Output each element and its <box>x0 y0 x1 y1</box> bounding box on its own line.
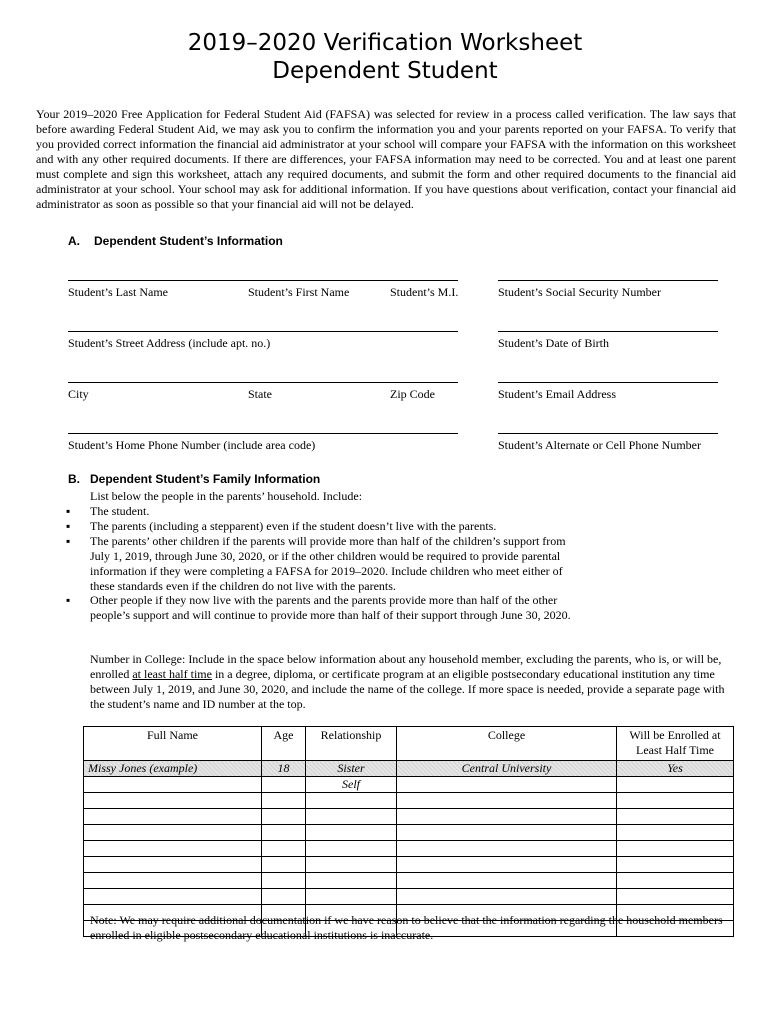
table-row[interactable] <box>84 889 734 905</box>
cell[interactable] <box>617 857 734 873</box>
bullet-icon: ▪ <box>66 519 71 533</box>
example-enrolled: Yes <box>617 761 734 777</box>
household-list-intro: List below the people in the parents’ household. Include: <box>90 489 363 503</box>
last-name-label: Student’s Last Name <box>68 285 168 299</box>
cell[interactable] <box>262 841 306 857</box>
cell[interactable] <box>84 777 262 793</box>
cell[interactable] <box>617 889 734 905</box>
city-state-zip-line[interactable] <box>68 382 458 383</box>
cell[interactable] <box>306 889 397 905</box>
home-phone-line[interactable] <box>68 433 458 434</box>
section-a-letter: A. <box>68 234 80 248</box>
ssn-label: Student’s Social Security Number <box>498 285 661 299</box>
table-row[interactable] <box>84 825 734 841</box>
header-enrolled: Will be Enrolled at Least Half Time <box>617 727 734 761</box>
email-line[interactable] <box>498 382 718 383</box>
header-college: College <box>397 727 617 761</box>
self-relationship-cell[interactable]: Self <box>306 777 397 793</box>
bullet-text: The parents (including a stepparent) even if the student doesn’t live with the parents. <box>90 519 497 533</box>
cell[interactable] <box>262 889 306 905</box>
example-relationship: Sister <box>306 761 397 777</box>
cell[interactable] <box>397 809 617 825</box>
intro-paragraph: Your 2019–2020 Free Application for Federal Student Aid (FAFSA) was selected for review in a process called verification. The law says that before awarding Federal Student Aid, we may ask you to confirm the information you and your parents reported on your FAFSA. To verify that you provided correct information the financial aid administrator at your school will compare your FAFSA with the information on this worksheet and with any other required documents. If there are differences, your FAFSA information may need to be corrected. You and at least one parent must complete and sign this worksheet, attach any required documents, and submit the form and other required documents to the financial aid administrator at your school. Your school may ask for additional information. If you have questions about verification, contact your financial aid administrator as soon as possible so that your financial aid will not be delayed. <box>36 107 736 211</box>
cell[interactable] <box>397 777 617 793</box>
cell[interactable] <box>617 793 734 809</box>
example-college: Central University <box>397 761 617 777</box>
cell[interactable] <box>262 873 306 889</box>
cell[interactable] <box>306 873 397 889</box>
alt-phone-line[interactable] <box>498 433 718 434</box>
table-row-example <box>84 761 734 777</box>
first-name-label: Student’s First Name <box>248 285 350 299</box>
cell[interactable] <box>262 857 306 873</box>
cell[interactable] <box>397 873 617 889</box>
cell[interactable] <box>84 809 262 825</box>
worksheet-title: 2019–2020 Verification Worksheet <box>187 30 583 56</box>
zip-label: Zip Code <box>390 387 435 401</box>
cell[interactable] <box>84 841 262 857</box>
household-college-table <box>83 726 734 937</box>
city-label: City <box>68 387 89 401</box>
student-name-line[interactable] <box>68 280 458 281</box>
cell[interactable] <box>617 777 734 793</box>
cell[interactable] <box>397 857 617 873</box>
cell[interactable] <box>397 889 617 905</box>
table-row[interactable] <box>84 777 734 793</box>
cell[interactable] <box>84 873 262 889</box>
bullet-item <box>66 519 586 534</box>
bullet-icon: ▪ <box>66 504 71 518</box>
bullet-icon: ▪ <box>66 593 71 607</box>
bullet-icon: ▪ <box>66 534 71 548</box>
cell[interactable] <box>397 825 617 841</box>
cell[interactable] <box>84 857 262 873</box>
cell[interactable] <box>306 809 397 825</box>
cell[interactable] <box>617 841 734 857</box>
bullet-text: The student. <box>90 504 150 518</box>
bullet-text: The parents’ other children if the parents will provide more than half of the children’s support from July 1, 2019, through June 30, 2020, or if the other children would be required to provide parental information if they were completing a FAFSA for 2019–2020. Include children who meet either of these standards even if the children do not live with the parents. <box>90 534 566 593</box>
home-phone-label: Student’s Home Phone Number (include area code) <box>68 438 316 452</box>
table-row[interactable] <box>84 873 734 889</box>
example-name: Missy Jones (example) <box>84 761 262 777</box>
cell[interactable] <box>84 793 262 809</box>
documentation-note: Note: We may require additional documentation if we have reason to believe that the information regarding the household members enrolled in eligible postsecondary educational institutions is inaccurate. <box>90 913 723 942</box>
cell[interactable] <box>262 825 306 841</box>
email-label: Student’s Email Address <box>498 387 616 401</box>
bullet-item <box>66 534 576 594</box>
section-a-title: Dependent Student’s Information <box>94 234 283 248</box>
street-address-label: Student’s Street Address (include apt. no.) <box>68 336 271 350</box>
cell[interactable] <box>397 841 617 857</box>
mi-label: Student’s M.I. <box>390 285 459 299</box>
at-least-half-time-underline: at least half time <box>132 667 212 681</box>
bullet-item <box>66 593 581 623</box>
number-in-college-text: Number in College: Include in the space below information about any household member, excluding the parents, who is, or will be, enrolled at least half time in a degree, diploma, or certificate program at an eligible postsecondary educational institution any time between July 1, 2019, and June 30, 2020, and include the name of the college. If more space is needed, provide a separate page with the student’s name and ID number at the top. <box>90 652 725 711</box>
cell[interactable] <box>262 777 306 793</box>
table-row[interactable] <box>84 793 734 809</box>
bullet-text: Other people if they now live with the parents and the parents provide more than half of the other people’s support and will continue to provide more than half of their support through June 30, 2020. <box>90 593 571 622</box>
section-a-heading <box>68 234 283 248</box>
cell[interactable] <box>397 793 617 809</box>
table-row[interactable] <box>84 809 734 825</box>
section-b-heading <box>68 472 320 486</box>
alt-phone-label: Student’s Alternate or Cell Phone Number <box>498 438 701 452</box>
cell[interactable] <box>617 809 734 825</box>
table-row[interactable] <box>84 857 734 873</box>
cell[interactable] <box>617 873 734 889</box>
cell[interactable] <box>262 793 306 809</box>
cell[interactable] <box>306 857 397 873</box>
cell[interactable] <box>306 825 397 841</box>
cell[interactable] <box>617 825 734 841</box>
state-label: State <box>248 387 272 401</box>
header-relationship: Relationship <box>306 727 397 761</box>
example-age: 18 <box>262 761 306 777</box>
table-header-row <box>84 727 734 761</box>
table-row[interactable] <box>84 841 734 857</box>
bullet-item <box>66 504 586 519</box>
header-full-name: Full Name <box>84 727 262 761</box>
cell[interactable] <box>262 809 306 825</box>
ssn-line[interactable] <box>498 280 718 281</box>
cell[interactable] <box>84 825 262 841</box>
cell[interactable] <box>306 793 397 809</box>
cell[interactable] <box>306 841 397 857</box>
section-b-letter: B. <box>68 472 80 486</box>
dob-line[interactable] <box>498 331 718 332</box>
header-age: Age <box>262 727 306 761</box>
dob-label: Student’s Date of Birth <box>498 336 609 350</box>
section-b-title: Dependent Student’s Family Information <box>90 472 321 486</box>
worksheet-subtitle: Dependent Student <box>272 58 498 84</box>
cell[interactable] <box>84 889 262 905</box>
street-address-line[interactable] <box>68 331 458 332</box>
